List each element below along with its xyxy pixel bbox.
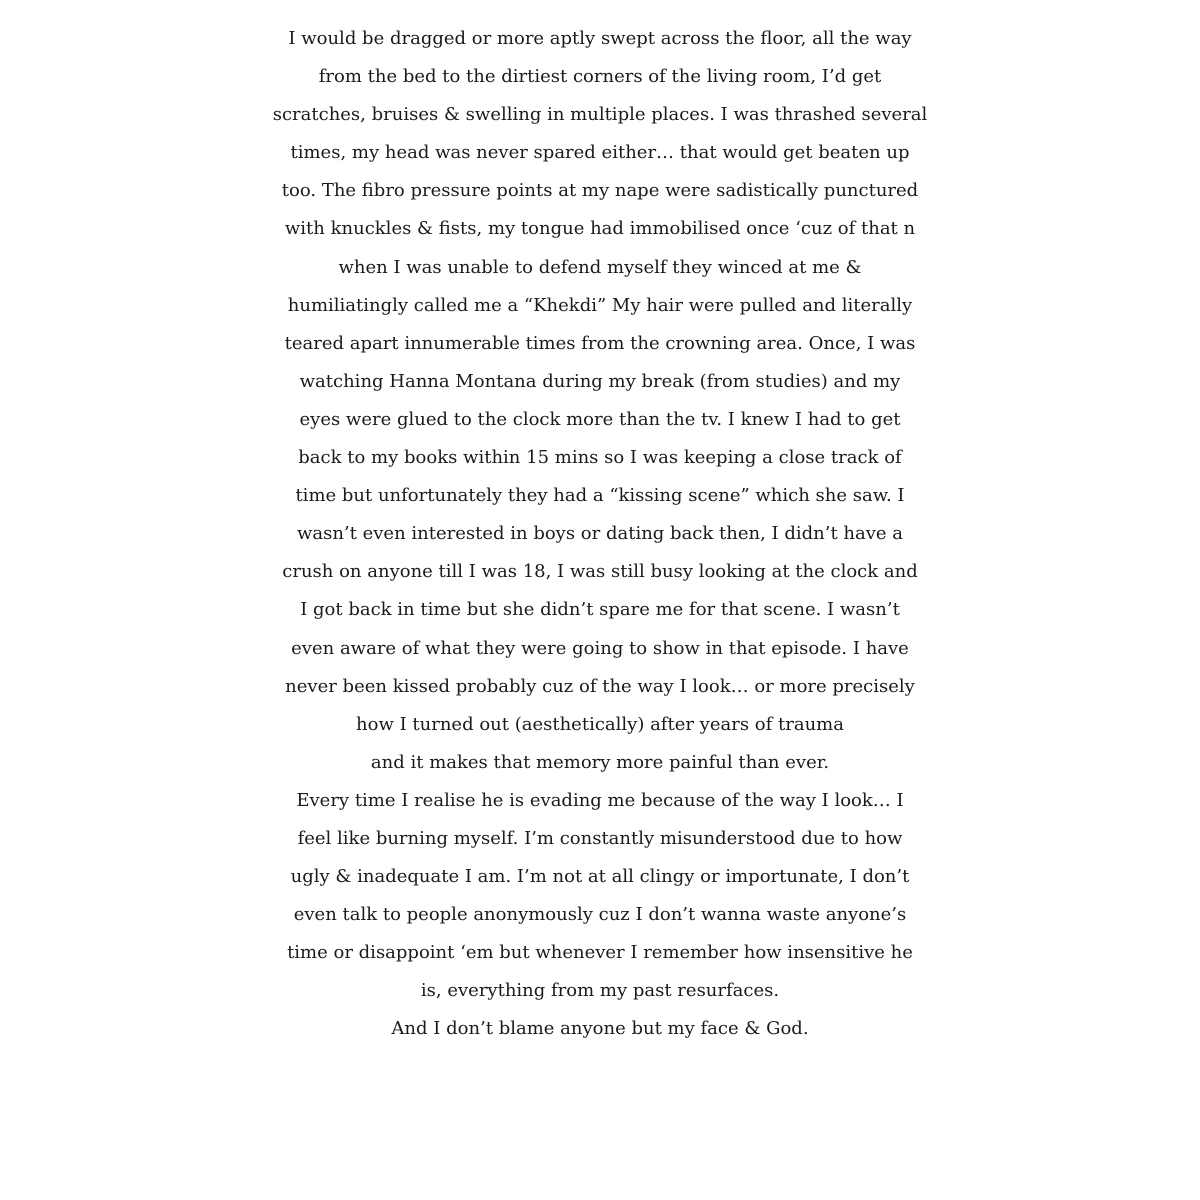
- text-line: is, everything from my past resurfaces.: [420, 980, 780, 1002]
- text-line: with knuckles & fists, my tongue had immobilised once ‘cuz of that n: [284, 218, 916, 240]
- text-line: never been kissed probably cuz of the way I look… or more precisely: [285, 675, 915, 697]
- text-body: [0, 20, 1200, 1049]
- text-line: teared apart innumerable times from the crowning area. Once, I was: [284, 332, 916, 354]
- text-line: wasn’t even interested in boys or dating back then, I didn’t have a: [296, 523, 904, 545]
- text-line: I got back in time but she didn’t spare me for that scene. I wasn’t: [300, 599, 900, 621]
- text-line: times, my head was never spared either… that would get beaten up: [290, 142, 910, 164]
- text-line: I would be dragged or more aptly swept across the floor, all the way: [288, 28, 912, 49]
- text-line: and it makes that memory more painful than ever.: [370, 751, 830, 773]
- text-line: Every time I realise he is evading me because of the way I look… I: [296, 789, 904, 811]
- text-line: even aware of what they were going to show in that episode. I have: [291, 637, 909, 659]
- text-line: eyes were glued to the clock more than the tv. I knew I had to get: [299, 408, 901, 430]
- text-line: feel like burning myself. I’m constantly misunderstood due to how: [297, 827, 903, 849]
- text-line: back to my books within 15 mins so I was keeping a close track of: [298, 447, 902, 469]
- text-line: even talk to people anonymously cuz I don’t wanna waste anyone’s: [293, 904, 907, 926]
- text-line: ugly & inadequate I am. I’m not at all clingy or importunate, I don’t: [290, 866, 910, 888]
- text-line: crush on anyone till I was 18, I was still busy looking at the clock and: [282, 561, 918, 583]
- text-line: scratches, bruises & swelling in multiple places. I was thrashed several: [272, 104, 928, 126]
- text-line: watching Hanna Montana during my break (from studies) and my: [299, 370, 901, 392]
- text-line: when I was unable to defend myself they winced at me &: [338, 256, 862, 278]
- text-line: too. The fibro pressure points at my nape were sadistically punctured: [281, 180, 919, 202]
- text-line: humiliatingly called me a “Khekdi” My hair were pulled and literally: [287, 294, 913, 316]
- text-line: from the bed to the dirtiest corners of the living room, I’d get: [318, 66, 882, 88]
- text-line: how I turned out (aesthetically) after years of trauma: [356, 713, 844, 735]
- text-line: And I don’t blame anyone but my face & God.: [391, 1018, 809, 1040]
- text-line: time or disappoint ‘em but whenever I remember how insensitive he: [287, 942, 913, 964]
- text-line: time but unfortunately they had a “kissing scene” which she saw. I: [295, 485, 905, 507]
